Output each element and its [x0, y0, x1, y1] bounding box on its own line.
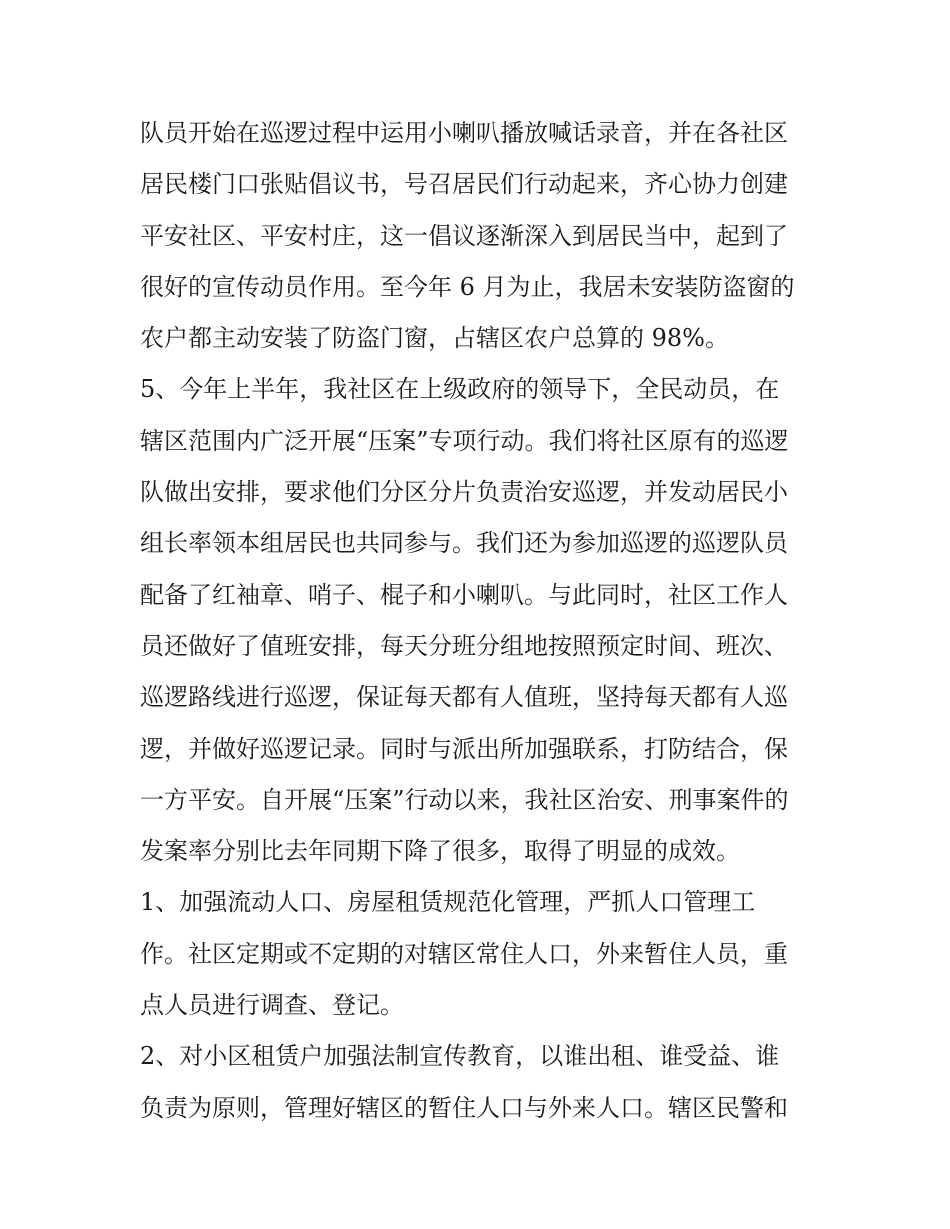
text-line: 作。社区定期或不定期的对辖区常住人口，外来暂住人员，重 — [140, 939, 788, 968]
text-line: 队员开始在巡逻过程中运用小喇叭播放喊话录音，并在各社区 — [140, 119, 788, 147]
text-line: 负责为原则，管理好辖区的暂住人口与外来人口。辖区民警和 — [140, 1093, 788, 1122]
text-line: 配备了红袖章、哨子、棍子和小喇叭。与此同时，社区工作人 — [140, 580, 788, 609]
text-line: 组长率领本组居民也共同参与。我们还为参加巡逻的巡逻队员 — [140, 529, 788, 558]
text-line: 员还做好了值班安排，每天分班分组地按照预定时间、班次、 — [140, 631, 788, 660]
text-line: 巡逻路线进行巡逻，保证每天都有人值班，坚持每天都有人巡 — [140, 683, 788, 712]
text-line: 5、今年上半年，我社区在上级政府的领导下，全民动员，在 — [140, 375, 780, 404]
text-line: 一方平安。自开展“压案”行动以来，我社区治安、刑事案件的 — [140, 785, 789, 814]
text-line: 2、对小区租赁户加强法制宣传教育，以谁出租、谁受益、谁 — [140, 1042, 780, 1071]
document-body — [140, 108, 820, 1134]
text-line: 很好的宣传动员作用。至今年 6 月为止，我居未安装防盗窗的 — [140, 272, 795, 301]
text-line: 发案率分别比去年同期下降了很多，取得了明显的成效。 — [140, 837, 740, 866]
text-line: 队做出安排，要求他们分区分片负责治安巡逻，并发动居民小 — [140, 478, 788, 507]
text-line: 平安社区、平安村庄，这一倡议逐渐深入到居民当中，起到了 — [140, 221, 788, 250]
text-line: 1、加强流动人口、房屋租赁规范化管理，严抓人口管理工 — [140, 888, 756, 917]
text-line: 居民楼门口张贴倡议书，号召居民们行动起来，齐心协力创建 — [140, 170, 788, 199]
text-line: 农户都主动安装了防盗门窗，占辖区农户总算的 98%。 — [140, 324, 729, 353]
text-line: 辖区范围内广泛开展“压案”专项行动。我们将社区原有的巡逻 — [140, 426, 789, 455]
text-line: 逻，并做好巡逻记录。同时与派出所加强联系，打防结合，保 — [140, 734, 788, 763]
text-line: 点人员进行调查、登记。 — [140, 991, 404, 1020]
